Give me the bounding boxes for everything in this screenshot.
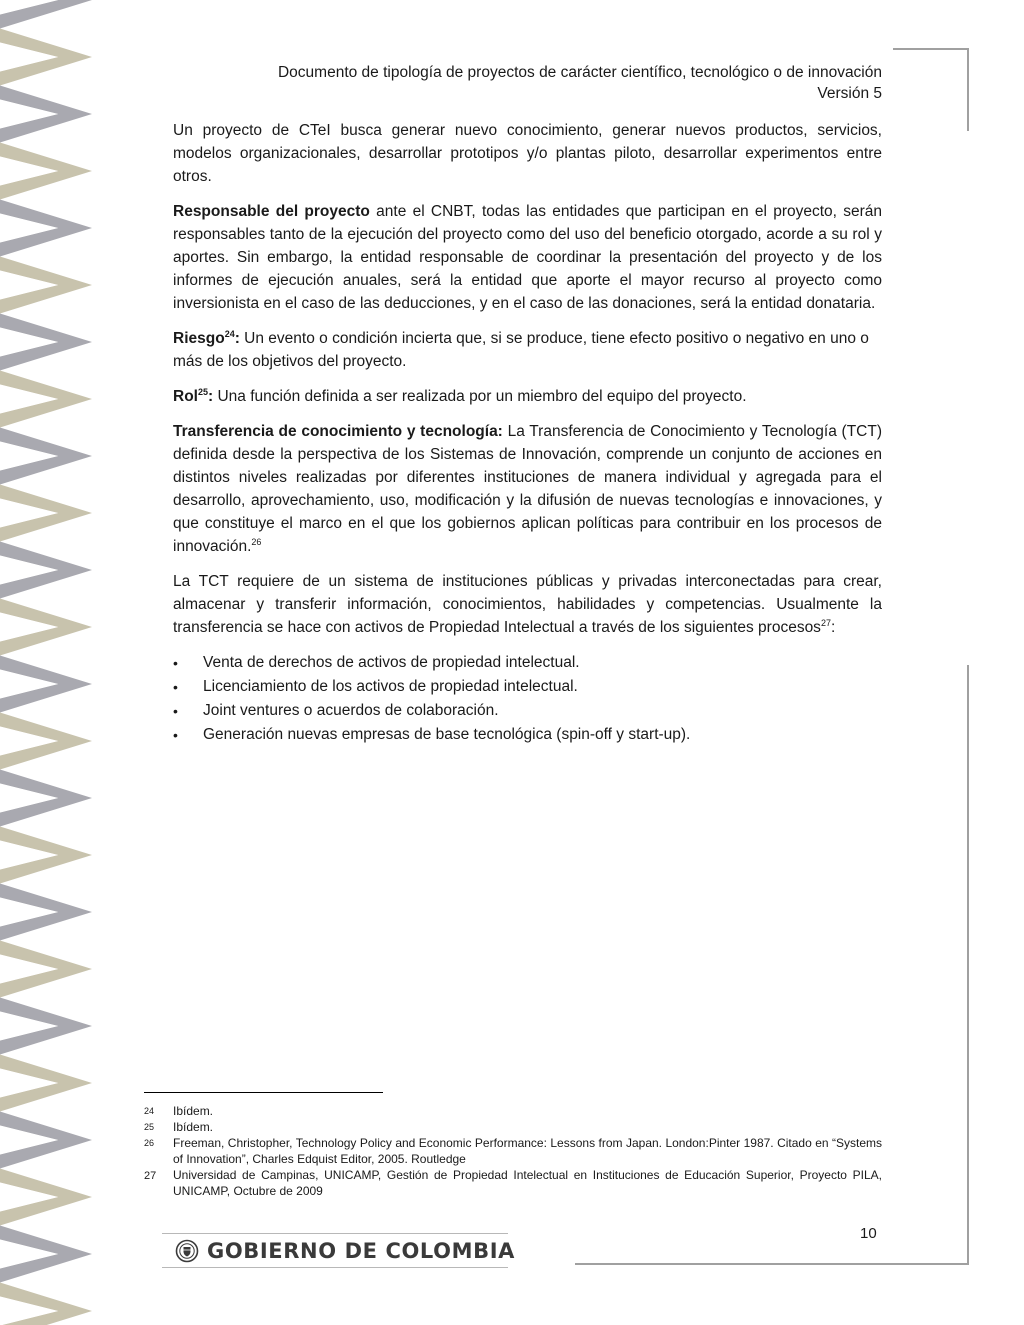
list-item-text: Venta de derechos de activos de propiedad intelectual. — [203, 654, 580, 671]
term-rol-label: Rol — [173, 388, 198, 405]
paragraph-riesgo — [173, 327, 882, 373]
bullet-icon: • — [173, 679, 178, 695]
footnote-27 — [144, 1167, 882, 1199]
list-item-text: Generación nuevas empresas de base tecnológica (spin-off y start-up). — [203, 726, 691, 743]
frame-line-bottom-horizontal — [575, 1263, 969, 1265]
term-riesgo-label: Riesgo — [173, 330, 225, 347]
footnote-number: 24 — [144, 1106, 155, 1116]
term-rol-colon: : — [207, 388, 214, 405]
footnote-number: 27 — [144, 1170, 157, 1182]
decorative-chevron-band — [0, 0, 92, 1325]
bullet-icon: • — [173, 655, 178, 671]
footnote-ref-27[interactable]: 27 — [820, 617, 831, 628]
main-content — [173, 119, 882, 747]
list-item-text: Joint ventures o acuerdos de colaboración. — [203, 702, 499, 719]
process-list — [173, 651, 882, 747]
coat-of-arms-icon — [175, 1239, 199, 1263]
gobierno-logo — [175, 1238, 515, 1264]
footnote-24 — [144, 1103, 882, 1119]
tct-text: La TCT requiere de un sistema de instituciones públicas y privadas interconectadas para crear, almacenar y transferir información, conocimientos, habilidades y competencias. Usualmente la transferencia se hace con activos de Propiedad Intelectual a través de los siguientes procesos — [173, 573, 882, 636]
logo-rule-bottom — [162, 1267, 508, 1268]
list-item — [173, 651, 882, 675]
footnote-ref-24[interactable]: 24 — [224, 328, 235, 339]
footnote-number: 25 — [144, 1122, 155, 1132]
footnote-text: Ibídem. — [173, 1104, 214, 1118]
footnote-separator — [144, 1092, 383, 1093]
paragraph-tct — [173, 570, 882, 639]
bullet-icon: • — [173, 703, 178, 719]
frame-line-top-vertical — [967, 48, 969, 131]
term-rol — [173, 388, 213, 405]
header-title: Documento de tipología de proyectos de carácter científico, tecnológico o de innovación — [277, 64, 882, 81]
frame-line-bottom-vertical — [967, 665, 969, 1265]
paragraph-ctei: Un proyecto de CTeI busca generar nuevo conocimiento, generar nuevos productos, servicios, modelos organizacionales, desarrollar prototipos y/o plantas piloto, desarrollar experimentos entre otros. — [173, 122, 882, 185]
term-riesgo-colon: : — [234, 330, 240, 347]
list-item — [173, 675, 882, 699]
footnote-26 — [144, 1135, 882, 1167]
paragraph-responsable — [173, 200, 882, 315]
responsable-text: ante el CNBT, todas las entidades que participan en el proyecto, serán responsables tanto de la ejecución del proyecto como del uso del beneficio otorgado, acorde a su rol y aportes. Sin embargo, la entidad responsable de coordinar la presentación del proyecto y de los informes de ejecución anuales, será la entidad que aporte el mayor recurso al proyecto como inversionista en el caso de las deducciones, y en el caso de las donaciones, será la entidad donataria. — [173, 203, 882, 312]
bullet-icon: • — [173, 727, 178, 743]
logo-rule-top — [162, 1233, 508, 1234]
header-version: Versión 5 — [817, 85, 882, 102]
paragraph-rol — [173, 385, 882, 408]
tct-end: : — [830, 619, 836, 636]
footnote-ref-26[interactable]: 26 — [251, 536, 262, 547]
frame-line-top-horizontal — [893, 48, 969, 50]
list-item — [173, 723, 882, 747]
footnote-number: 26 — [144, 1138, 155, 1148]
footnote-text: Freeman, Christopher, Technology Policy and Economic Performance: Lessons from Japan. London:Pinter 1987. Citado en “Systems of Innovation”, Charles Edquist Editor, 2005. Routledge — [173, 1136, 882, 1166]
footnote-25 — [144, 1119, 882, 1135]
riesgo-text: Un evento o condición incierta que, si se produce, tiene efecto positivo o negativo en uno o más de los objetivos del proyecto. — [173, 330, 869, 370]
page-number: 10 — [860, 1225, 877, 1242]
footnotes — [144, 1103, 882, 1199]
footnote-text: Universidad de Campinas, UNICAMP, Gestión de Propiedad Intelectual en Instituciones de Educación Superior, Proyecto PILA, UNICAMP, Octubre de 2009 — [173, 1168, 882, 1198]
term-transferencia: Transferencia de conocimiento y tecnología: — [173, 423, 503, 440]
transferencia-text: La Transferencia de Conocimiento y Tecnología (TCT) definida desde la perspectiva de los Sistemas de Innovación, comprende un conjunto de acciones en distintos niveles realizadas por diferentes instituciones de manera individual y agregada para el desarrollo, aprovechamiento, uso, modificación y la difusión de nuevas tecnologías e innovaciones, y que constituye el marco en el que los gobiernos aplican políticas para contribuir en los procesos de innovación. — [173, 423, 883, 555]
term-riesgo — [173, 330, 240, 347]
rol-text: Una función definida a ser realizada por un miembro del equipo del proyecto. — [213, 388, 747, 405]
logo-text: GOBIERNO DE COLOMBIA — [207, 1239, 515, 1263]
page-header — [278, 62, 882, 104]
paragraph-transferencia — [173, 420, 882, 558]
footnote-ref-25[interactable]: 25 — [197, 386, 208, 397]
list-item — [173, 699, 882, 723]
term-responsable: Responsable del proyecto — [173, 203, 370, 220]
list-item-text: Licenciamiento de los activos de propiedad intelectual. — [203, 678, 578, 695]
footnote-text: Ibídem. — [173, 1120, 214, 1134]
